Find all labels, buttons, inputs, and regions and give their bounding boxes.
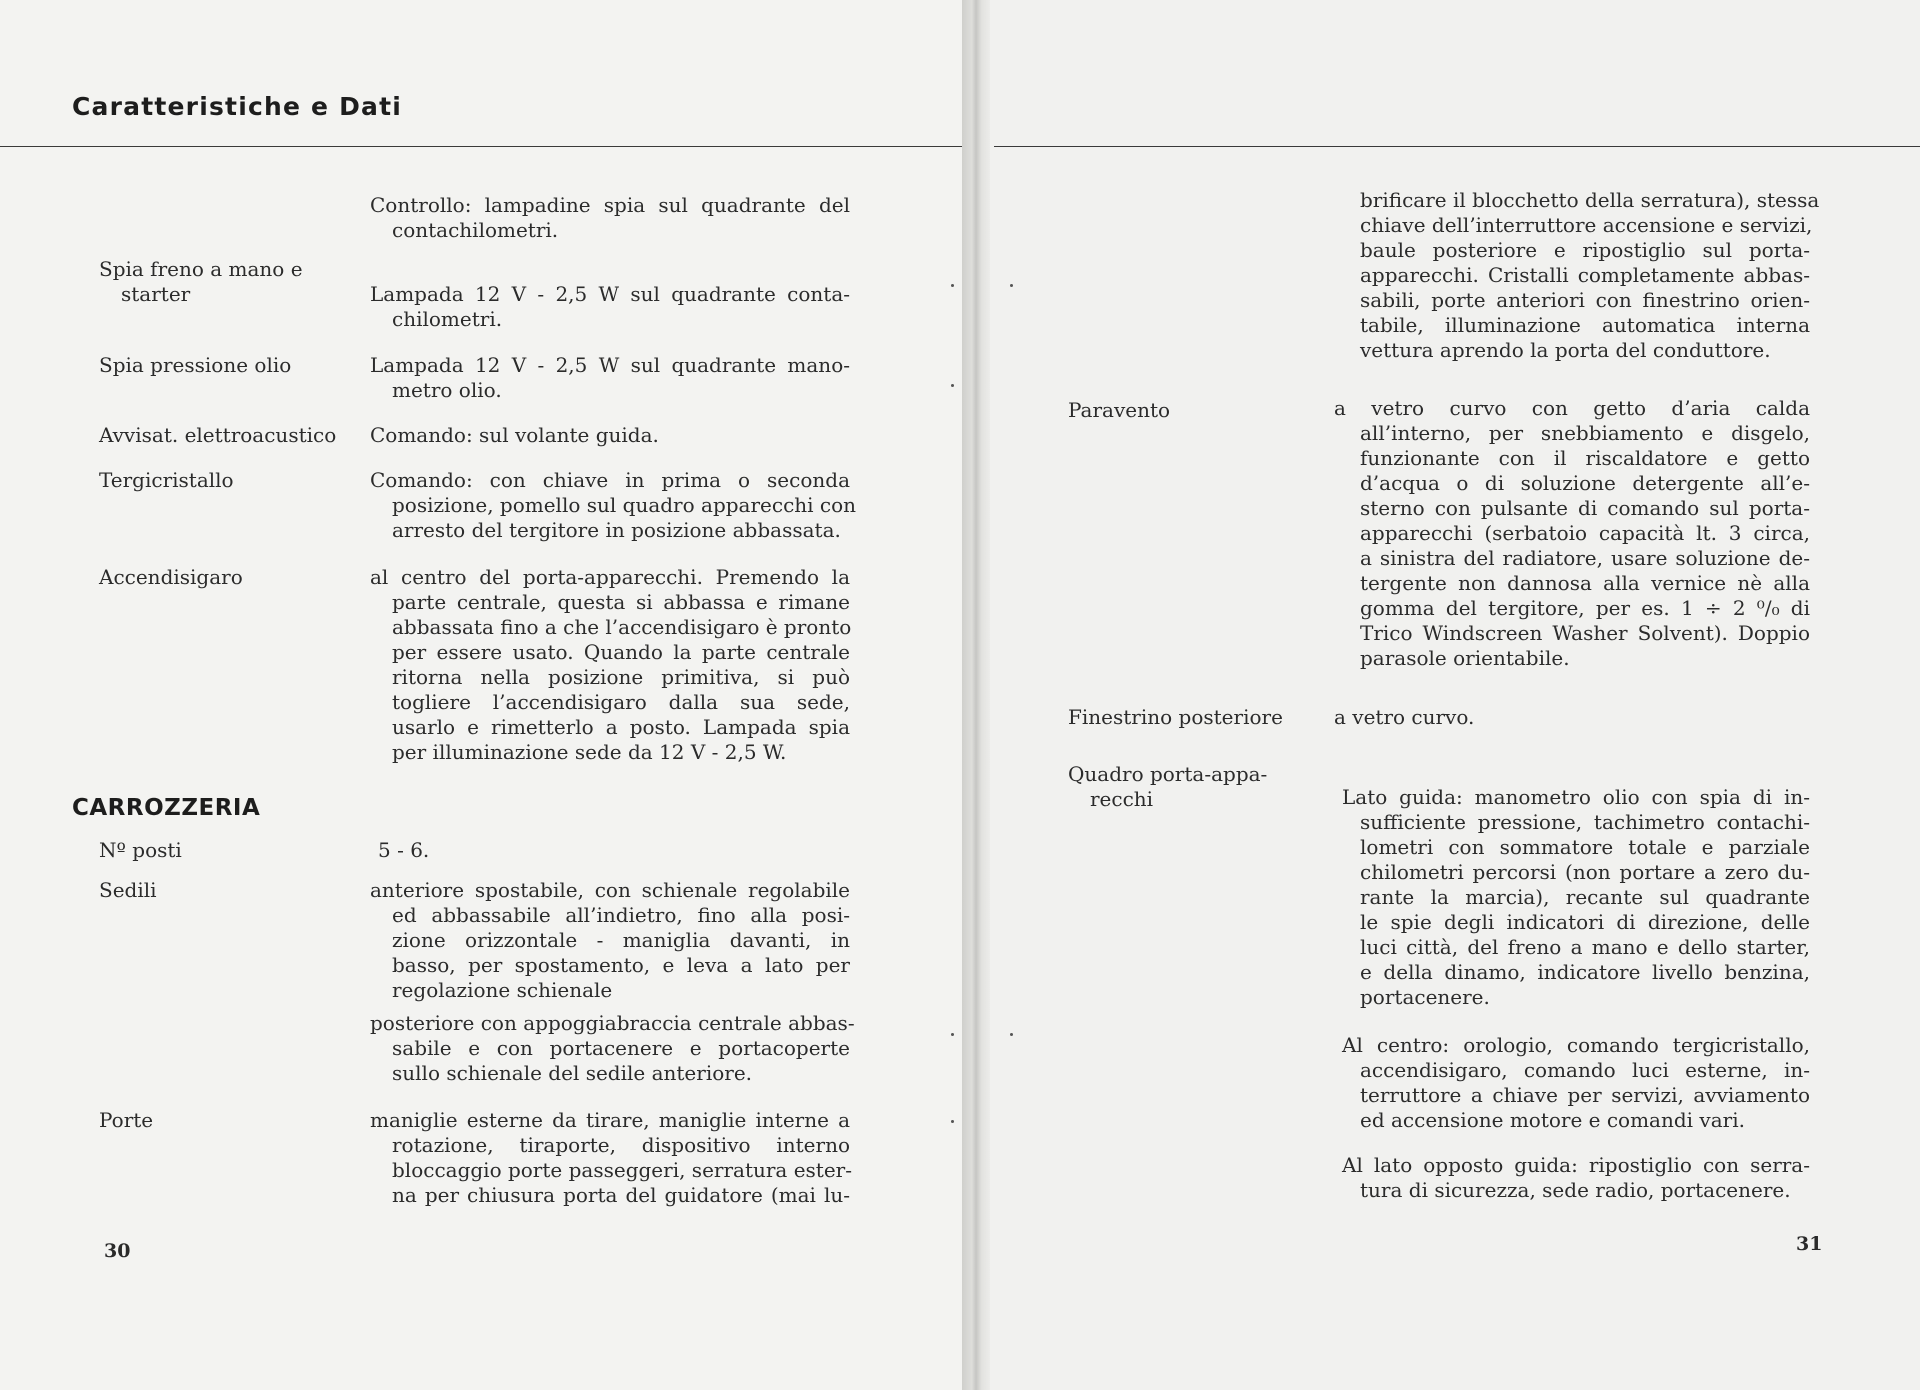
text-line: Al lato opposto guida: ripostiglio con serra- xyxy=(1342,1153,1810,1177)
label-quadro: Quadro porta-appa- xyxy=(1068,762,1268,786)
text-line: posteriore con appoggiabraccia centrale abbas- xyxy=(370,1011,855,1035)
text-line: arresto del tergitore in posizione abbassata. xyxy=(392,518,841,542)
text-line: chilometri percorsi (non portare a zero du- xyxy=(1360,860,1810,884)
text-line: Comando: con chiave in prima o seconda xyxy=(370,468,850,492)
text-line: gomma del tergitore, per es. 1 ÷ 2 ⁰/₀ di xyxy=(1360,596,1810,620)
text-line: terruttore a chiave per servizi, avviamento xyxy=(1360,1083,1810,1107)
text-line: all’interno, per snebbiamento e disgelo, xyxy=(1360,421,1810,445)
text-line: zione orizzontale - maniglia davanti, in xyxy=(392,928,850,952)
text-line: Lampada 12 V - 2,5 W sul quadrante conta- xyxy=(370,282,850,306)
text-line: na per chiusura porta del guidatore (mai lu- xyxy=(392,1183,850,1207)
text-line: chiave dell’interruttore accensione e servizi, xyxy=(1360,213,1813,237)
margin-mark xyxy=(951,384,954,387)
text-line: sterno con pulsante di comando sul porta- xyxy=(1360,496,1810,520)
section-title: CARROZZERIA xyxy=(72,795,261,821)
text-line: luci città, del freno a mano e dello starter, xyxy=(1360,935,1810,959)
text-line: togliere l’accendisigaro dalla sua sede, xyxy=(392,690,850,714)
text-line: Trico Windscreen Washer Solvent). Doppio xyxy=(1360,621,1810,645)
label-spia-pressione: Spia pressione olio xyxy=(99,353,292,377)
label-avvisat: Avvisat. elettroacustico xyxy=(99,423,337,447)
text-line: funzionante con il riscaldatore e getto xyxy=(1360,446,1810,470)
margin-mark xyxy=(951,1120,954,1123)
text-line: apparecchi. Cristalli completamente abbas- xyxy=(1360,263,1810,287)
text-line: ed abbassabile all’indietro, fino alla posi- xyxy=(392,903,850,927)
text-line: ed accensione motore e comandi vari. xyxy=(1360,1108,1745,1132)
label-spia-freno: Spia freno a mano e xyxy=(99,257,303,281)
text-line: brificare il blocchetto della serratura), stessa xyxy=(1360,188,1820,212)
text-line: rante la marcia), recante sul quadrante xyxy=(1360,885,1810,909)
right-page xyxy=(990,0,1920,1390)
text-line: vettura aprendo la porta del conduttore. xyxy=(1360,338,1771,362)
text-line: Al centro: orologio, comando tergicristallo, xyxy=(1342,1033,1810,1057)
text-line: tabile, illuminazione automatica interna xyxy=(1360,313,1810,337)
text-line: maniglie esterne da tirare, maniglie interne a xyxy=(370,1108,850,1132)
page-number: 31 xyxy=(1796,1233,1823,1255)
text-line: sabile e con portacenere e portacoperte xyxy=(392,1036,850,1060)
text-line: bloccaggio porte passeggeri, serratura ester- xyxy=(392,1158,852,1182)
text-line: basso, per spostamento, e leva a lato per xyxy=(392,953,850,977)
text-line: al centro del porta-apparecchi. Premendo la xyxy=(370,565,850,589)
text-line: contachilometri. xyxy=(392,218,559,242)
text-line: portacenere. xyxy=(1360,985,1490,1009)
text-line: per illuminazione sede da 12 V - 2,5 W. xyxy=(392,740,787,764)
text-line: metro olio. xyxy=(392,378,502,402)
label-accendisigaro: Accendisigaro xyxy=(99,565,243,589)
text-line: le spie degli indicatori di direzione, delle xyxy=(1360,910,1810,934)
margin-mark xyxy=(951,284,954,287)
text-line: posizione, pomello sul quadro apparecchi con xyxy=(392,493,857,517)
text-line: Lato guida: manometro olio con spia di in- xyxy=(1342,785,1810,809)
label-porte: Porte xyxy=(99,1108,154,1132)
text-line: ritorna nella posizione primitiva, si può xyxy=(392,665,850,689)
text-line: regolazione schienale xyxy=(392,978,613,1002)
book-gutter xyxy=(962,0,990,1390)
text-line: lometri con sommatore totale e parziale xyxy=(1360,835,1810,859)
label-finestrino: Finestrino posteriore xyxy=(1068,705,1283,729)
text-line: per essere usato. Quando la parte centrale xyxy=(392,640,850,664)
text-line: d’acqua o di soluzione detergente all’e- xyxy=(1360,471,1810,495)
text-line: parte centrale, questa si abbassa e rimane xyxy=(392,590,850,614)
text-line: 5 - 6. xyxy=(378,838,430,862)
text-line: apparecchi (serbatoio capacità lt. 3 circa, xyxy=(1360,521,1810,545)
text-line: chilometri. xyxy=(392,307,503,331)
label-spia-freno-cont: starter xyxy=(121,282,191,306)
margin-mark xyxy=(1010,284,1013,287)
label-sedili: Sedili xyxy=(99,878,157,902)
text-line: accendisigaro, comando luci esterne, in- xyxy=(1360,1058,1810,1082)
text-line: parasole orientabile. xyxy=(1360,646,1570,670)
margin-mark xyxy=(1010,1033,1013,1036)
header-rule xyxy=(994,146,1920,147)
label-paravento: Paravento xyxy=(1068,398,1171,422)
text-line: tergente non dannosa alla vernice nè alla xyxy=(1360,571,1810,595)
text-line: usarlo e rimetterlo a posto. Lampada spia xyxy=(392,715,850,739)
text-line: a vetro curvo. xyxy=(1334,705,1475,729)
text-line: sullo schienale del sedile anteriore. xyxy=(392,1061,753,1085)
text-line: e della dinamo, indicatore livello benzina, xyxy=(1360,960,1810,984)
header-rule xyxy=(0,146,962,147)
text-line: abbassata fino a che l’accendisigaro è pronto xyxy=(392,615,852,639)
text-line: a vetro curvo con getto d’aria calda xyxy=(1334,396,1810,420)
text-line: sufficiente pressione, tachimetro contachi- xyxy=(1360,810,1810,834)
page-header: Caratteristiche e Dati xyxy=(72,92,403,121)
text-line: baule posteriore e ripostiglio sul porta- xyxy=(1360,238,1810,262)
text-line: rotazione, tiraporte, dispositivo interno xyxy=(392,1133,850,1157)
label-posti: Nº posti xyxy=(99,838,182,862)
text-line: Lampada 12 V - 2,5 W sul quadrante mano- xyxy=(370,353,850,377)
page-number: 30 xyxy=(104,1240,131,1262)
label-tergicristallo: Tergicristallo xyxy=(99,468,234,492)
text-line: Comando: sul volante guida. xyxy=(370,423,659,447)
text-line: a sinistra del radiatore, usare soluzione de- xyxy=(1360,546,1810,570)
margin-mark xyxy=(951,1033,954,1036)
label-quadro-cont: recchi xyxy=(1090,787,1154,811)
text-line: Controllo: lampadine spia sul quadrante del xyxy=(370,193,850,217)
text-line: sabili, porte anteriori con finestrino orien- xyxy=(1360,288,1810,312)
text-line: anteriore spostabile, con schienale regolabile xyxy=(370,878,850,902)
text-line: tura di sicurezza, sede radio, portacenere. xyxy=(1360,1178,1791,1202)
